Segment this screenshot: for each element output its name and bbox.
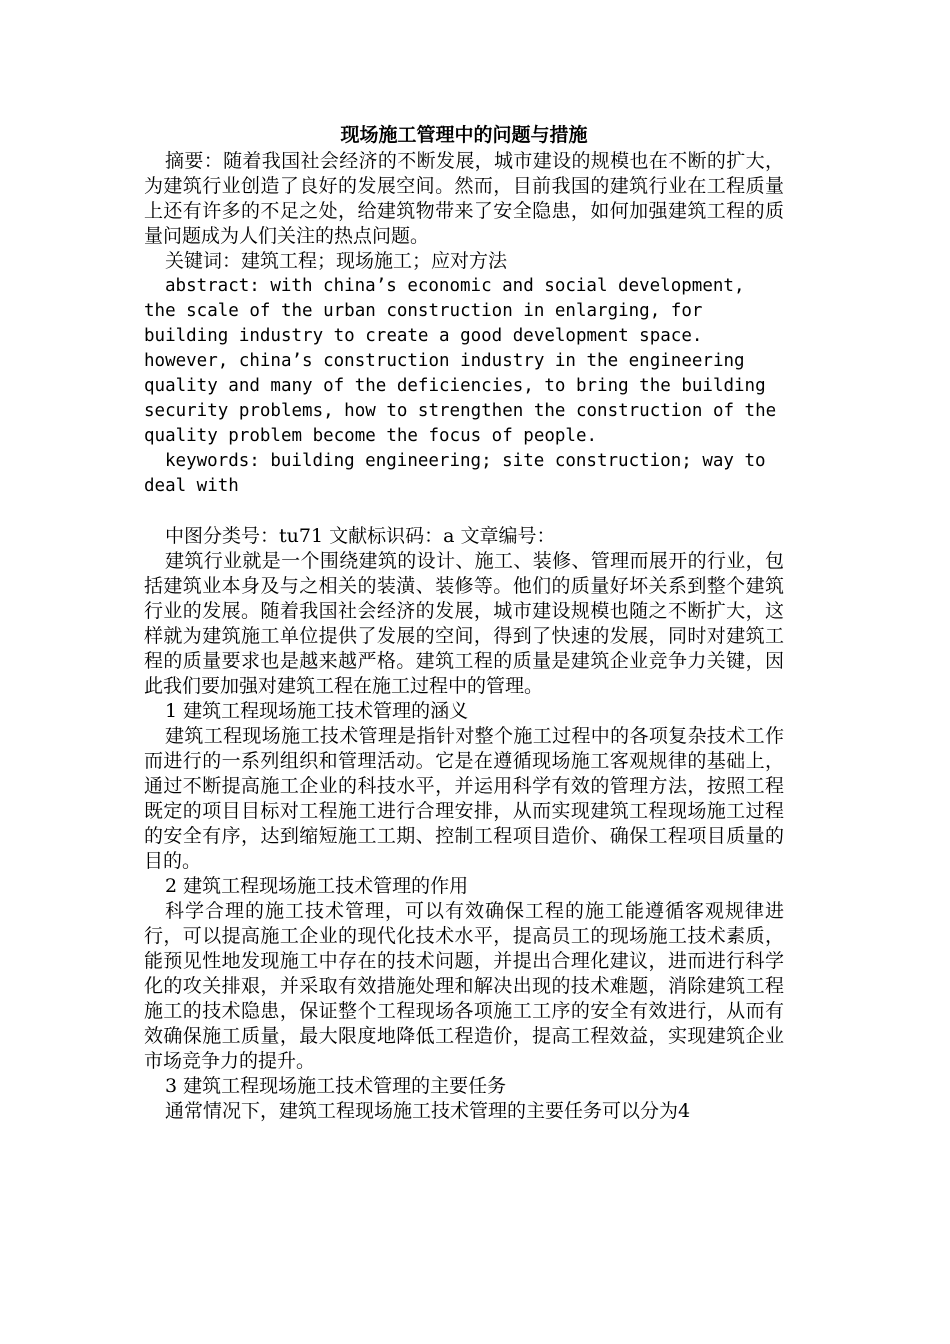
classification-line: 中图分类号：tu71 文献标识码：a 文章编号： xyxy=(165,525,556,547)
section-heading: 1 建筑工程现场施工技术管理的涵义 xyxy=(165,700,469,722)
section-body: 通常情况下，建筑工程现场施工技术管理的主要任务可以分为4 xyxy=(165,1100,691,1122)
section-body: 建筑工程现场施工技术管理是指针对整个施工过程中的各项复杂技术工作而进行的一系列组织和管理活动。它是在遵循现场施工客观规律的基础上，通过不断提高施工企业的科技水平，并运用科学有效的管理方法，按照工程既定的项目目标对工程施工进行合理安排，从而实现建筑工程现场施工过程的安全有序，达到缩短施工工期、控制工程项目造价、确保工程项目质量的目的。 xyxy=(144,725,784,872)
intro-paragraph: 建筑行业就是一个围绕建筑的设计、施工、装修、管理而展开的行业，包括建筑业本身及与之相关的装潢、装修等。他们的质量好坏关系到整个建筑行业的发展。随着我国社会经济的发展，城市建设规模也随之不断扩大，这样就为建筑施工单位提供了发展的空间，得到了快速的发展，同时对建筑工程的质量要求也是越来越严格。建筑工程的质量是建筑企业竞争力关键，因此我们要加强对建筑工程在施工过程中的管理。 xyxy=(144,550,784,697)
keywords-cn: 关键词：建筑工程；现场施工；应对方法 xyxy=(165,250,508,272)
document-title: 现场施工管理中的问题与措施 xyxy=(340,124,588,146)
keywords-en: keywords: building engineering; site construction; way to deal with xyxy=(144,451,766,496)
section-body: 科学合理的施工技术管理，可以有效确保工程的施工能遵循客观规律进行，可以提高施工企业的现代化技术水平，提高员工的现场施工技术素质，能预见性地发现施工中存在的技术问题，并提出合理化建议，进而进行科学化的攻关排艰，并采取有效措施处理和解决出现的技术难题，消除建筑工程施工的技术隐患，保证整个工程现场各项施工工序的安全有效进行，从而有效确保施工质量，最大限度地降低工程造价，提高工程效益，实现建筑企业市场竞争力的提升。 xyxy=(144,900,784,1072)
document-body xyxy=(144,122,784,1124)
section-heading: 2 建筑工程现场施工技术管理的作用 xyxy=(165,875,469,897)
section-heading: 3 建筑工程现场施工技术管理的主要任务 xyxy=(165,1075,507,1097)
abstract-cn: 摘要：随着我国社会经济的不断发展，城市建设的规模也在不断的扩大，为建筑行业创造了良好的发展空间。然而，目前我国的建筑行业在工程质量上还有许多的不足之处，给建筑物带来了安全隐患，如何加强建筑工程的质量问题成为人们关注的热点问题。 xyxy=(144,150,784,247)
abstract-en: abstract: with china’s economic and social development, the scale of the urban construction in enlarging, for building industry to create a good development space. however, china’s construction industry in the engineering quality and many of the deficiencies, to bring the building security problems, how to strengthen the construction of the quality problem become the focus of people. xyxy=(144,276,777,446)
blank-line xyxy=(144,499,784,524)
